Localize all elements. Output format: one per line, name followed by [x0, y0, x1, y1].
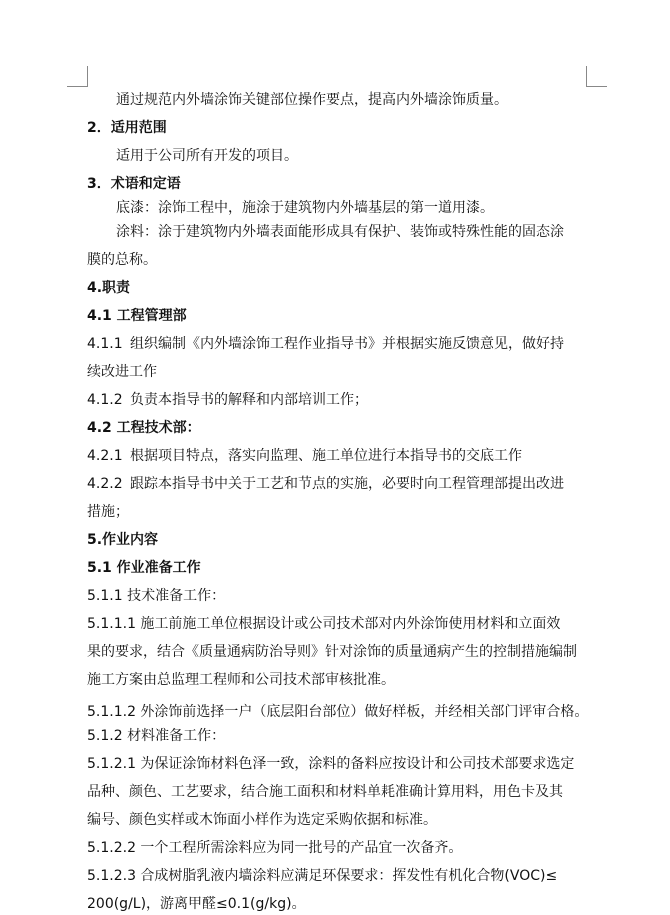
list-item-4-1-1 — [87, 334, 564, 354]
subheading-technical-preparation: 5.1.1 技术准备工作： — [87, 588, 226, 604]
heading-engineering-technology: 4.2 工程技术部： — [87, 420, 201, 436]
paragraph-scope: 适用于公司所有开发的项目。 — [116, 148, 298, 164]
item-text: 根据项目特点，落实向监理、施工单位进行本指导书的交底工作 — [130, 448, 522, 464]
heading-terms: 3．术语和定语 — [87, 176, 181, 192]
paragraph-term-coating-cont: 膜的总称。 — [87, 252, 157, 268]
paragraph-5-1-2-1-cont2: 编号、颜色实样或木饰面小样作为选定采购依据和标准。 — [87, 812, 437, 828]
item-text: 组织编制《内外墙涂饰工程作业指导书》并根据实施反馈意见，做好持 — [130, 336, 564, 352]
item-text: 负责本指导书的解释和内部培训工作； — [130, 392, 368, 408]
paragraph-term-primer: 底漆：涂饰工程中，施涂于建筑物内外墙基层的第一道用漆。 — [116, 200, 494, 216]
list-item-4-2-2-cont: 措施； — [87, 504, 129, 520]
list-item-4-1-2 — [87, 390, 368, 410]
item-text: 跟踪本指导书中关于工艺和节点的实施，必要时向工程管理部提出改进 — [130, 476, 564, 492]
list-item-4-1-1-cont: 续改进工作 — [87, 364, 157, 380]
heading-scope: 2．适用范围 — [87, 120, 167, 136]
item-number: 4.1.2 — [87, 392, 123, 408]
paragraph-5-1-2-3: 5.1.2.3 合成树脂乳液内墙涂料应满足环保要求：挥发性有机化合物(VOC)≤ — [87, 868, 558, 884]
heading-engineering-management: 4.1 工程管理部 — [87, 308, 187, 324]
page-corner-mark-top-left — [67, 66, 88, 87]
paragraph-5-1-2-2: 5.1.2.2 一个工程所需涂料应为同一批号的产品宜一次备齐。 — [87, 840, 463, 856]
paragraph-5-1-1-2: 5.1.1.2 外涂饰前选择一户（底层阳台部位）做好样板，并经相关部门评审合格。 — [87, 704, 589, 720]
paragraph-5-1-1-1: 5.1.1.1 施工前施工单位根据设计或公司技术部对内外涂饰使用材料和立面效 — [87, 616, 561, 632]
list-item-4-2-2 — [87, 474, 564, 494]
paragraph-5-1-2-1-cont1: 品种、颜色、工艺要求，结合施工面积和材料单耗准确计算用料，用色卡及其 — [87, 784, 563, 800]
paragraph-5-1-2-1: 5.1.2.1 为保证涂饰材料色泽一致，涂料的备料应按设计和公司技术部要求选定 — [87, 756, 575, 772]
paragraph-5-1-1-1-cont1: 果的要求，结合《质量通病防治导则》针对涂饰的质量通病产生的控制措施编制 — [87, 644, 577, 660]
paragraph-purpose: 通过规范内外墙涂饰关键部位操作要点，提高内外墙涂饰质量。 — [116, 92, 508, 108]
heading-work-content: 5.作业内容 — [87, 532, 159, 548]
heading-work-preparation: 5.1 作业准备工作 — [87, 560, 201, 576]
paragraph-term-coating: 涂料：涂于建筑物内外墙表面能形成具有保护、装饰或特殊性能的固态涂 — [116, 224, 564, 240]
item-number: 4.2.1 — [87, 448, 123, 464]
paragraph-5-1-2-3-cont: 200(g/L)，游离甲醛≤0.1(g/kg)。 — [87, 896, 306, 912]
subheading-material-preparation: 5.1.2 材料准备工作： — [87, 728, 226, 744]
item-number: 4.2.2 — [87, 476, 123, 492]
page-corner-mark-top-right — [586, 66, 607, 87]
heading-duties: 4.职责 — [87, 280, 131, 296]
item-number: 4.1.1 — [87, 336, 123, 352]
paragraph-5-1-1-1-cont2: 施工方案由总监理工程师和公司技术部审核批准。 — [87, 672, 395, 688]
list-item-4-2-1 — [87, 446, 522, 466]
